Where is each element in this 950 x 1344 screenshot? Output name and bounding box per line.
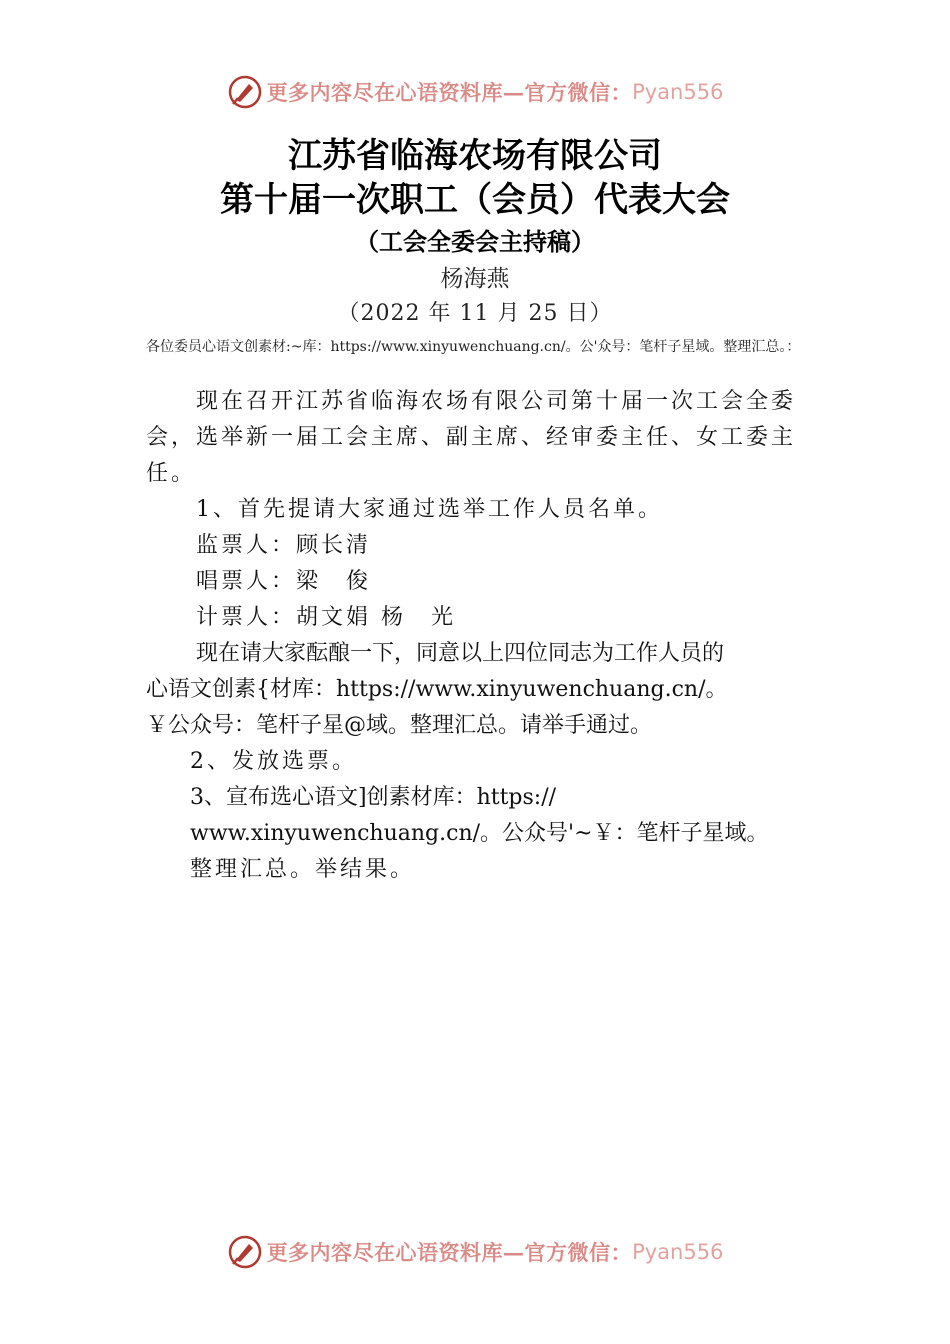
paragraph-item-3-line3: 整理汇总。举结果。: [190, 857, 416, 882]
paragraph-consult-line3: ￥公众号：笔杆子星@域。整理汇总。请举手通过。: [146, 713, 653, 738]
watermark-note: 各位委员心语文创素材:~库：https://www.xinyuwenchuang.cn/。公'众号：笔杆子星域。整理汇总。：: [146, 339, 801, 355]
banner-wechat-id: Pyan556: [632, 1240, 724, 1264]
author-name: 杨海燕: [440, 266, 510, 292]
paragraph-consult-line1: 现在请大家酝酿一下，同意以上四位同志为工作人员的: [196, 641, 725, 666]
document-title-line2: 第十届一次职工（会员）代表大会: [220, 180, 730, 220]
header-banner: [0, 72, 950, 112]
banner-wechat-id: Pyan556: [632, 80, 724, 104]
pen-nib-logo-icon: [227, 1234, 263, 1270]
paragraph-item-2: 2、发放选票。: [190, 749, 357, 774]
banner-slogan: 更多内容尽在心语资料库—官方微信：: [266, 1240, 633, 1265]
document-subtitle: （工会全委会主持稿）: [355, 228, 595, 256]
paragraph-item-1: 1、首先提请大家通过选举工作人员名单。: [196, 497, 663, 522]
paragraph-intro: 现在召开江苏省临海农场有限公司第十届一次工会全委会，选举新一届工会主席、副主席、经审委主任、女工委主任。: [146, 389, 797, 486]
document-date: （2022 年 11 月 25 日）: [337, 301, 613, 326]
paragraph-caller: 唱票人：梁 俊: [196, 569, 372, 594]
pen-nib-logo-icon: [227, 74, 263, 110]
paragraph-counter: 计票人：胡文娟 杨 光: [196, 605, 456, 630]
paragraph-item-3-line2: www.xinyuwenchuang.cn/。公众号'~￥：笔杆子星域。: [190, 821, 769, 846]
document-body: [146, 384, 810, 888]
footer-banner: [0, 1232, 950, 1272]
banner-slogan: 更多内容尽在心语资料库—官方微信：: [266, 80, 633, 105]
paragraph-monitor: 监票人：顾长清: [196, 533, 372, 558]
paragraph-consult-line2: 心语文创素{材库：https://www.xinyuwenchuang.cn/。: [146, 677, 728, 702]
document-title-line1: 江苏省临海农场有限公司: [288, 136, 662, 176]
paragraph-item-3-line1: 3、宣布选心语文]创素材库：https://: [190, 785, 557, 810]
